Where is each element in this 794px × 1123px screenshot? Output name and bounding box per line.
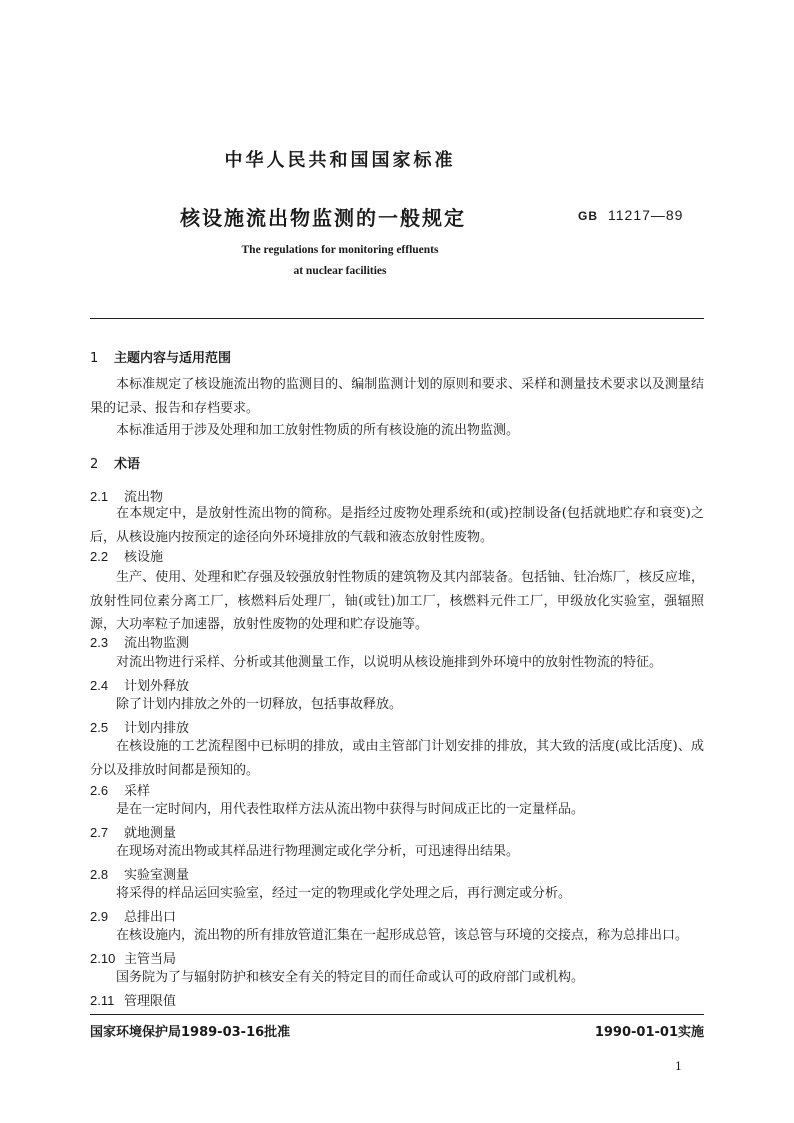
term-name: 流出物 — [124, 490, 164, 505]
term-2-6-definition: 是在一定时间内，用代表性取样方法从流出物中获得与时间成正比的一定量样品。 — [116, 802, 585, 817]
term-number: 2.2 — [90, 549, 109, 564]
section-title: 术语 — [114, 457, 141, 472]
english-title-line2: at nuclear facilities — [293, 265, 387, 277]
standard-code — [578, 207, 683, 223]
term-number: 2.4 — [90, 678, 109, 693]
term-2-10-heading — [90, 948, 176, 967]
implementation-date: 1990-01-01实施 — [594, 1025, 704, 1040]
term-2-11-heading — [90, 990, 176, 1009]
section-title: 主题内容与适用范围 — [114, 351, 232, 366]
term-2-3-heading — [90, 632, 189, 651]
term-name: 主管当局 — [124, 952, 177, 967]
term-name: 实验室测量 — [124, 868, 190, 883]
term-number: 2.1 — [90, 489, 109, 504]
term-number: 2.7 — [90, 825, 109, 840]
term-2-4-definition: 除了计划内排放之外的一切释放，包括事故释放。 — [116, 697, 403, 712]
term-2-7-definition: 在现场对流出物或其样品进行物理测定或化学分析，可迅速得出结果。 — [116, 844, 520, 859]
footer-divider — [90, 1014, 704, 1015]
header-divider — [90, 318, 704, 319]
term-number: 2.10 — [90, 951, 116, 966]
term-2-2-heading — [90, 546, 163, 565]
section-number: 1 — [90, 351, 99, 366]
term-2-5-heading — [90, 717, 189, 736]
standard-code-number: 11217—89 — [608, 207, 684, 223]
term-number: 2.6 — [90, 783, 109, 798]
term-number: 2.3 — [90, 635, 109, 650]
section-1-heading — [90, 347, 231, 366]
term-2-7-heading — [90, 822, 176, 841]
term-2-4-heading — [90, 675, 189, 694]
section-1-paragraph-1: 本标准规定了核设施流出物的监测目的、编制监测计划的原则和要求、采样和测量技术要求以及测量结果的记录、报告和存档要求。 — [90, 377, 704, 416]
term-2-6-heading — [90, 780, 150, 799]
term-number: 2.11 — [90, 993, 115, 1008]
term-2-2-definition: 生产、使用、处理和贮存强及较强放射性物质的建筑物及其内部装备。包括铀、钍冶炼厂，核反应堆，放射性同位素分离工厂，核燃料后处理厂，铀(或钍)加工厂，核燃料元件工厂，甲级放化实验室，强辐照源，大功率粒子加速器，放射性废物的处理和贮存设施等。 — [90, 570, 704, 632]
document-title: 核设施流出物监测的一般规定 — [180, 206, 466, 230]
term-2-3-definition: 对流出物进行采样、分析或其他测量工作，以说明从核设施排到外环境中的放射性物流的特征。 — [116, 655, 663, 670]
term-name: 就地测量 — [124, 826, 177, 841]
term-name: 采样 — [124, 784, 151, 799]
term-name: 流出物监测 — [124, 636, 190, 651]
page-number: 1 — [675, 1060, 682, 1073]
standard-code-prefix: GB — [578, 209, 598, 223]
term-name: 管理限值 — [124, 994, 177, 1009]
term-number: 2.8 — [90, 867, 109, 882]
national-standard-label: 中华人民共和国国家标准 — [224, 150, 456, 171]
term-2-8-definition: 将采得的样品运回实验室，经过一定的物理或化学处理之后，再行测定或分析。 — [116, 886, 572, 901]
section-2-heading — [90, 453, 140, 472]
section-number: 2 — [90, 457, 99, 472]
term-2-8-heading — [90, 864, 189, 883]
term-2-10-definition: 国务院为了与辐射防护和核安全有关的特定目的而任命或认可的政府部门或机构。 — [116, 970, 585, 985]
term-number: 2.9 — [90, 909, 109, 924]
english-title-line1: The regulations for monitoring effluents — [241, 244, 439, 256]
term-number: 2.5 — [90, 720, 109, 735]
term-name: 核设施 — [124, 550, 164, 565]
term-2-9-heading — [90, 906, 176, 925]
term-2-5-definition: 在核设施的工艺流程图中已标明的排放，或由主管部门计划安排的排放，其大致的活度(或比活度)、成分以及排放时间都是预知的。 — [90, 739, 704, 778]
term-name: 计划内排放 — [124, 721, 190, 736]
term-2-9-definition: 在核设施内，流出物的所有排放管道汇集在一起形成总管，该总管与环境的交接点，称为总排出口。 — [116, 928, 689, 943]
term-2-1-definition: 在本规定中，是放射性流出物的简称。是指经过废物处理系统和(或)控制设备(包括就地贮存和衰变)之后，从核设施内按预定的途径向外环境排放的气载和液态放射性废物。 — [90, 506, 704, 545]
term-name: 总排出口 — [124, 910, 177, 925]
approval-date: 国家环境保护局1989-03-16批准 — [90, 1025, 291, 1040]
term-name: 计划外释放 — [124, 679, 190, 694]
section-1-paragraph-2: 本标准适用于涉及处理和加工放射性物质的所有核设施的流出物监测。 — [116, 423, 520, 438]
